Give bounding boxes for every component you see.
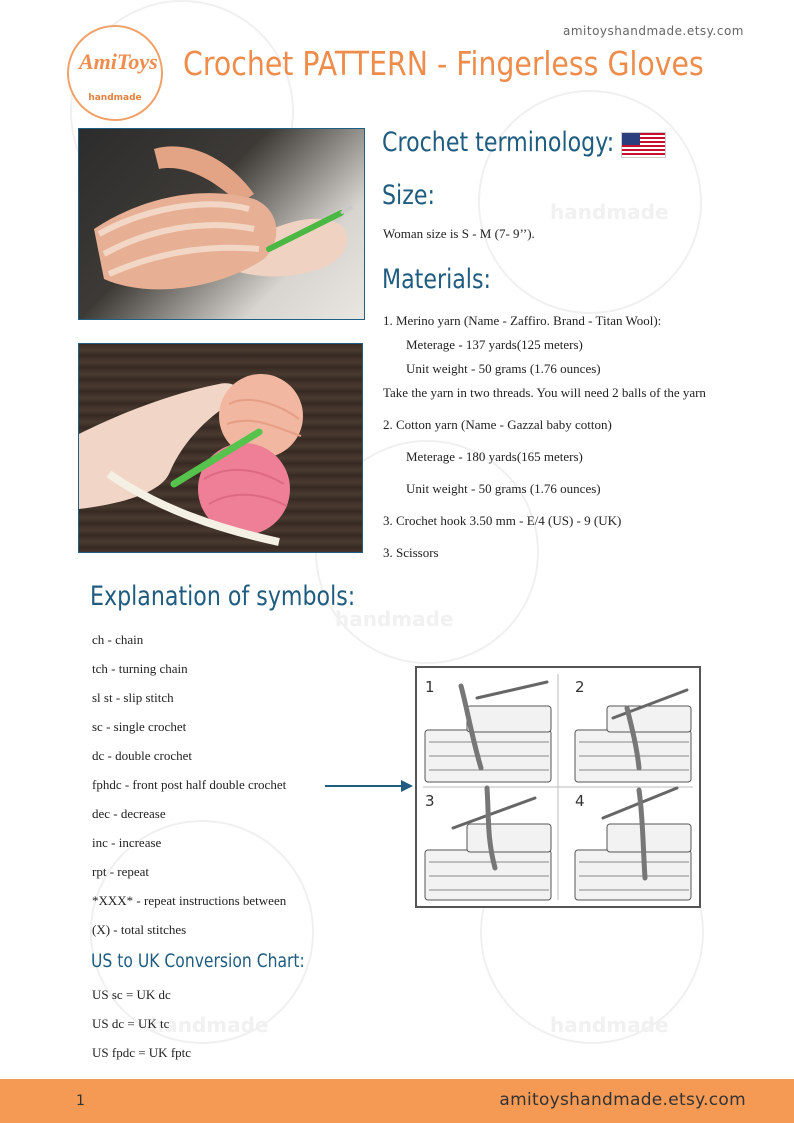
materials-line: Unit weight - 50 grams (1.76 ounces)	[406, 361, 601, 376]
step-number: 2	[575, 678, 585, 696]
glove-photo	[78, 128, 365, 320]
materials-line: 3. Crochet hook 3.50 mm - E/4 (US) - 9 (UK)	[383, 513, 622, 528]
materials-line: 3. Scissors	[383, 545, 439, 560]
size-text: Woman size is S - M (7- 9’’).	[383, 226, 535, 241]
materials-line: 2. Cotton yarn (Name - Gazzal baby cotton)	[383, 417, 612, 432]
materials-heading: Materials:	[382, 264, 491, 295]
symbol-item: *XXX* - repeat instructions between	[92, 893, 287, 908]
materials-line: Take the yarn in two threads. You will need 2 balls of the yarn	[383, 385, 706, 400]
footer-site-url[interactable]: amitoyshandmade.etsy.com	[499, 1090, 746, 1110]
yarn-illustration	[79, 344, 362, 552]
site-url-top[interactable]: amitoyshandmade.etsy.com	[563, 24, 744, 38]
yarn-photo	[78, 343, 363, 553]
symbol-item: dc - double crochet	[92, 748, 192, 763]
conversion-item: US sc = UK dc	[92, 987, 171, 1002]
symbol-item: sl st - slip stitch	[92, 690, 174, 705]
symbol-item: tch - turning chain	[92, 661, 188, 676]
materials-line: Meterage - 180 yards(165 meters)	[406, 449, 583, 464]
materials-line: Unit weight - 50 grams (1.76 ounces)	[406, 481, 601, 496]
us-flag-icon	[621, 132, 666, 158]
step-number: 4	[575, 792, 585, 810]
watermark-text: handmade	[150, 1013, 269, 1037]
conversion-item: US fpdc = UK fptc	[92, 1045, 192, 1060]
stitch-diagram	[415, 666, 701, 908]
symbol-item: rpt - repeat	[92, 864, 150, 879]
conversion-heading: US to UK Conversion Chart:	[91, 950, 305, 972]
watermark-text: handmade	[550, 200, 669, 224]
logo-subtext: handmade	[88, 93, 142, 103]
step-number: 1	[425, 678, 435, 696]
step-number: 3	[425, 792, 435, 810]
conversion-item: US dc = UK tc	[92, 1016, 170, 1031]
size-heading: Size:	[382, 180, 435, 211]
watermark-text: handmade	[335, 607, 454, 631]
logo	[67, 25, 163, 121]
terminology-heading: Crochet terminology:	[382, 127, 615, 158]
fphdc-diagram-illustration	[417, 668, 699, 906]
materials-line: Meterage - 137 yards(125 meters)	[406, 337, 583, 352]
symbol-item: ch - chain	[92, 632, 144, 647]
footer-bar	[0, 1079, 794, 1123]
symbol-item: dec - decrease	[92, 806, 166, 821]
symbol-item: inc - increase	[92, 835, 162, 850]
arrow-right-icon	[325, 778, 413, 794]
symbols-heading: Explanation of symbols:	[90, 581, 356, 612]
symbol-item: fphdc - front post half double crochet	[92, 777, 287, 792]
page-number: 1	[76, 1093, 85, 1109]
watermark-text: handmade	[550, 1013, 669, 1037]
glove-illustration	[79, 129, 364, 319]
logo-text: AmiToys	[79, 49, 158, 74]
page-title: Crochet PATTERN - Fingerless Gloves	[183, 44, 704, 83]
symbol-item: (X) - total stitches	[92, 922, 187, 937]
materials-line: 1. Merino yarn (Name - Zaffiro. Brand - Titan Wool):	[383, 313, 662, 328]
symbol-item: sc - single crochet	[92, 719, 187, 734]
